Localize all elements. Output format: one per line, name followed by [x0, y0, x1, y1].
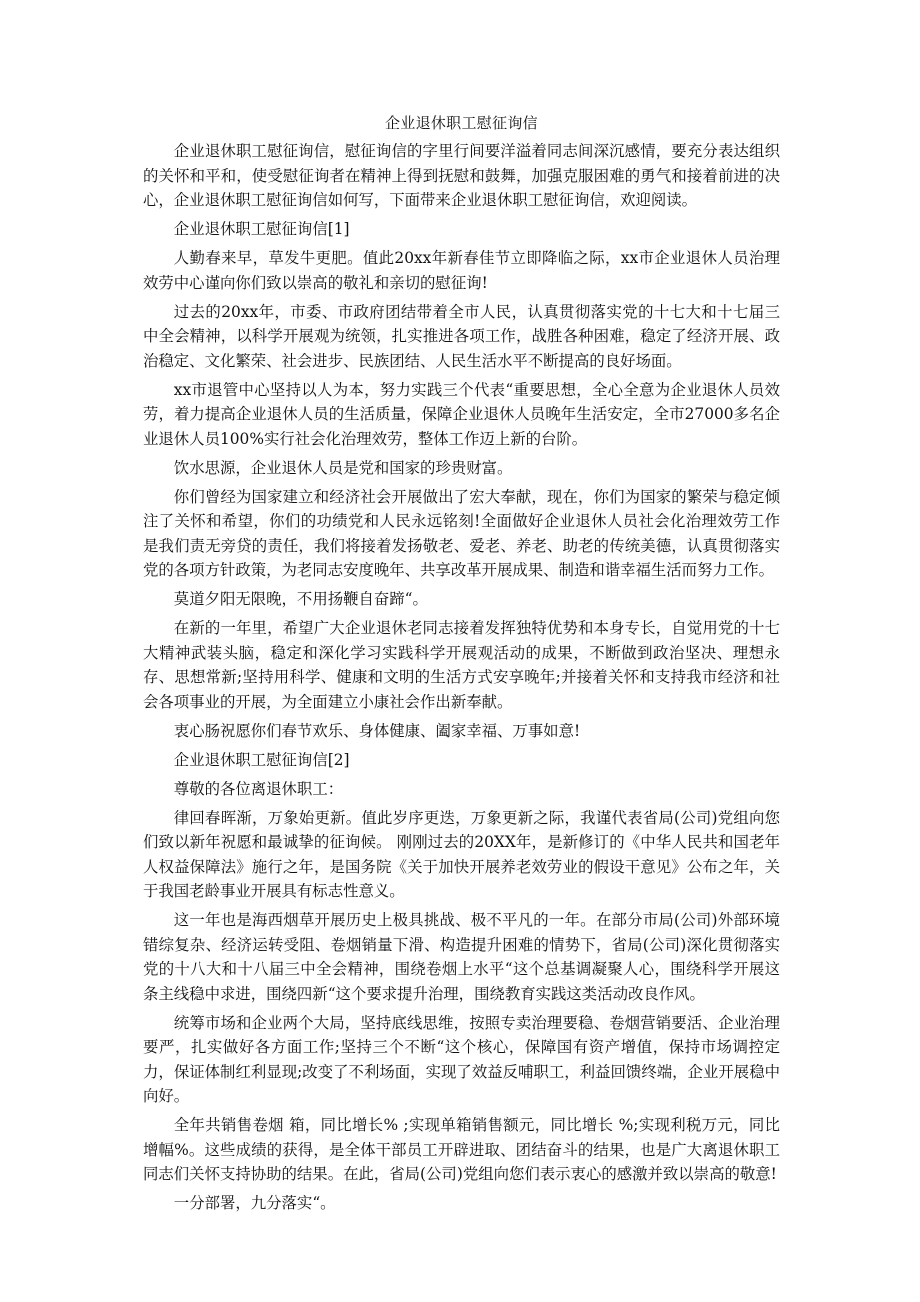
- paragraph: 统筹市场和企业两个大局，坚持底线思维，按照专卖治理要稳、卷烟营销要活、企业治理要严，扎实做好各方面工作;坚持三个不断“这个核心，保障国有资产增值，保持市场调控定力，保证体制红利显现;改变了不利场面，实现了效益反哺职工，利益回馈终端，企业开展稳中向好。: [143, 1013, 780, 1105]
- paragraph-intro: 企业退休职工慰征询信，慰征询信的字里行间要洋溢着同志间深沉感情，要充分表达组织的关怀和平和，使受慰征询者在精神上得到抚慰和鼓舞，加强克服困难的勇气和接着前进的决心，企业退休职工慰征询信如何写，下面带来企业退休职工慰征询信，欢迎阅读。: [143, 142, 780, 209]
- paragraph: 过去的20xx年，市委、市政府团结带着全市人民，认真贯彻落实党的十七大和十七届三中全会精神，以科学开展观为统领，扎实推进各项工作，战胜各种困难，稳定了经济开展、政治稳定、文化繁荣、社会进步、民族团结、人民生活水平不断提高的良好场面。: [143, 302, 780, 370]
- section-heading-1: 企业退休职工慰征询信[1]: [173, 220, 350, 238]
- paragraph: 在新的一年里，希望广大企业退休老同志接着发挥独特优势和本身专长，自觉用党的十七大精神武装头脑，稳定和深化学习实践科学开展观活动的成果，不断做到政治坚决、理想永存、思想常新;坚持用科学、健康和文明的生活方式安享晚年;并接着关怀和支持我市经济和社会各项事业的开展，为全面建立小康社会作出新奉献。: [143, 619, 780, 711]
- paragraph: 这一年也是海西烟草开展历史上极具挑战、极不平凡的一年。在部分市局(公司)外部环境错综复杂、经济运转受阻、卷烟销量下滑、构造提升困难的情势下，省局(公司)深化贯彻落实党的十八大和十八届三中全会精神，围绕卷烟上水平“这个总基调凝聚人心，围绕科学开展这条主线稳中求进，围绕四新“这个要求提升治理，围绕教育实践这类活动改良作风。: [143, 911, 780, 1003]
- paragraph: 莫道夕阳无限晚，不用扬鞭自奋蹄“。: [173, 590, 428, 608]
- paragraph: xx市退管中心坚持以人为本，努力实践三个代表“重要思想，全心全意为企业退休人员效劳，着力提高企业退休人员的生活质量，保障企业退休人员晚年生活安定，全市27000多名企业退休人员100%实行社会化治理效劳，整体工作迈上新的台阶。: [143, 380, 780, 448]
- document-title: 企业退休职工慰征询信: [384, 114, 538, 132]
- paragraph: 你们曾经为国家建立和经济社会开展做出了宏大奉献，现在，你们为国家的繁荣与稳定倾注了关怀和希望，你们的功绩党和人民永远铭刻!全面做好企业退休人员社会化治理效劳工作是我们责无旁贷的责任，我们将接着发扬敬老、爱老、养老、助老的传统美德，认真贯彻落实党的各项方针政策，为老同志安度晚年、共享改革开展成果、制造和谐幸福生活而努力工作。: [143, 487, 780, 579]
- paragraph: 衷心肠祝愿你们春节欢乐、身体健康、阖家幸福、万事如意!: [173, 721, 581, 740]
- document-page: [143, 111, 780, 1220]
- paragraph: 一分部署，九分落实“。: [173, 1194, 336, 1212]
- paragraph: 律回春晖渐，万象始更新。值此岁序更迭，万象更新之际，我谨代表省局(公司)党组向您们致以新年祝愿和最诚挚的征询候。 刚刚过去的20XX年，是新修订的《中华人民共和国老年人权益保障法》施行之年，是国务院《关于加快开展养老效劳业的假设干意见》公布之年，关于我国老龄事业开展具有标志性意义。: [143, 808, 780, 900]
- section-heading-2: 企业退休职工慰征询信[2]: [173, 750, 350, 769]
- salutation: 尊敬的各位离退休职工：: [173, 779, 344, 798]
- paragraph: 人勤春来早，草发牛更肥。值此20xx年新春佳节立即降临之际，xx市企业退休人员治理效劳中心谨向你们致以崇高的敬礼和亲切的慰征询!: [143, 249, 780, 292]
- paragraph: 全年共销售卷烟 箱，同比增长% ;实现单箱销售额元，同比增长 %;实现利税万元，同比增幅%。这些成绩的获得，是全体干部员工开辟进取、团结奋斗的结果，也是广大离退休职工同志们关怀支持协助的结果。在此，省局(公司)党组向您们表示衷心的感激并致以崇高的敬意!: [143, 1116, 780, 1183]
- paragraph: 饮水思源，企业退休人员是党和国家的珍贵财富。: [173, 458, 513, 477]
